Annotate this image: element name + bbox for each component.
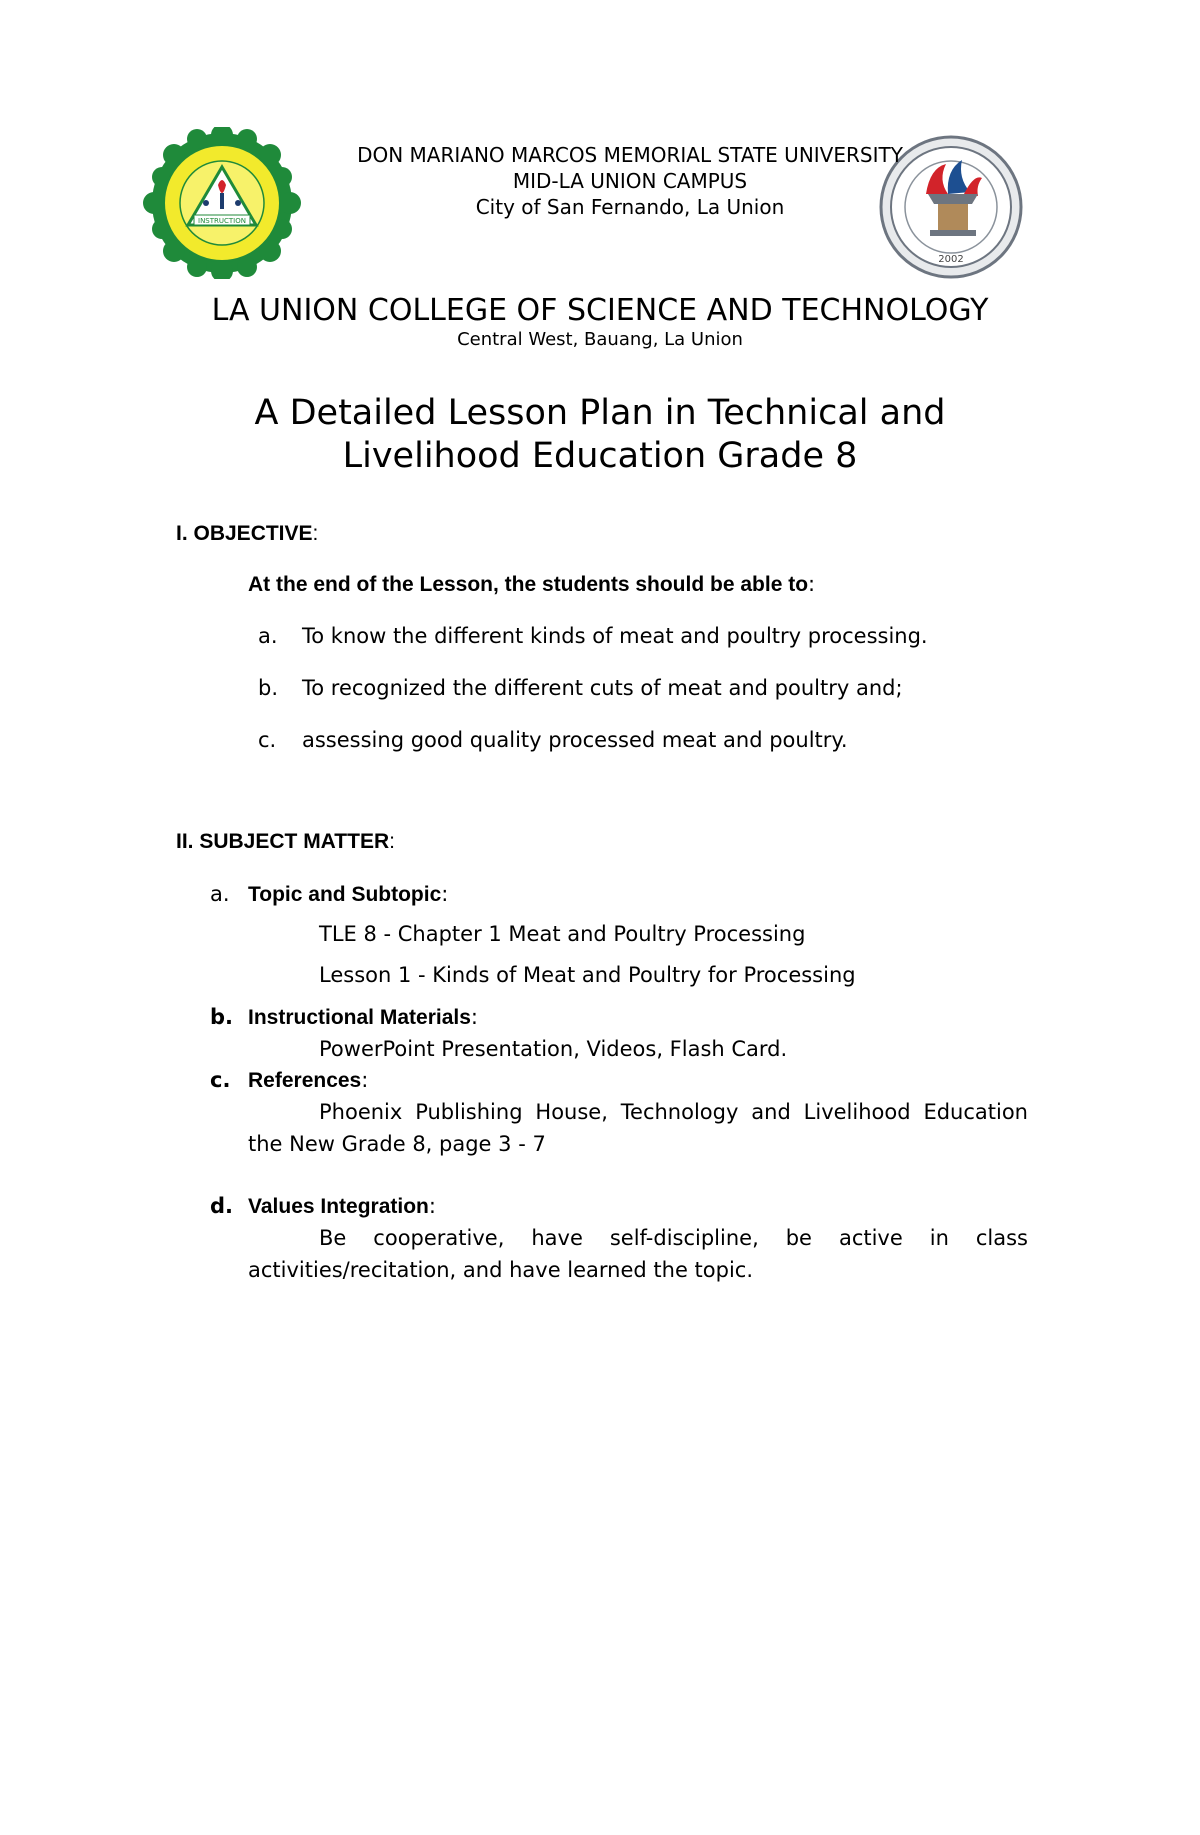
subject-matter-heading-text: II. SUBJECT MATTER: [176, 830, 390, 853]
values-label-colon: :: [428, 1194, 436, 1218]
title-line-2: Livelihood Education Grade 8: [342, 436, 858, 476]
svg-text:2002: 2002: [938, 254, 964, 265]
title-line-1: A Detailed Lesson Plan in Technical and: [254, 393, 946, 433]
materials-label: [248, 1005, 478, 1030]
values-text-content: Be cooperative, have self-discipline, be active in class activities/recitation, and have learned the topic.: [248, 1226, 1028, 1282]
objective-lead-text: At the end of the Lesson, the students should be able to: [248, 573, 809, 596]
university-name: DON MARIANO MARCOS MEMORIAL STATE UNIVERSITY: [357, 143, 903, 167]
objective-heading: [176, 522, 318, 546]
objective-item-marker: b.: [258, 676, 279, 700]
references-label: [248, 1068, 368, 1093]
objective-heading-colon: :: [312, 522, 319, 545]
topic-marker: a.: [210, 882, 230, 906]
values-text: [248, 1222, 1028, 1286]
objective-heading-text: I. OBJECTIVE: [176, 522, 313, 545]
references-label-colon: :: [361, 1068, 369, 1092]
values-label: [248, 1194, 436, 1219]
references-text: [248, 1096, 1028, 1160]
objective-item-marker: a.: [258, 624, 278, 648]
subject-matter-heading-colon: :: [389, 830, 395, 853]
objective-lead-colon: :: [808, 572, 816, 596]
topic-line-1: TLE 8 - Chapter 1 Meat and Poultry Processing: [319, 922, 806, 946]
college-location: Central West, Bauang, La Union: [457, 329, 743, 350]
values-label-text: Values Integration: [248, 1195, 429, 1218]
svg-text:INSTRUCTION: INSTRUCTION: [198, 217, 246, 225]
objective-item-text: assessing good quality processed meat and poultry.: [302, 728, 848, 752]
subject-matter-heading: [176, 830, 395, 854]
objective-lead: [248, 572, 815, 597]
references-text-content: Phoenix Publishing House, Technology and Livelihood Education the New Grade 8, page 3 - 7: [248, 1100, 1028, 1156]
materials-label-text: Instructional Materials: [248, 1006, 471, 1029]
city-name: City of San Fernando, La Union: [475, 195, 785, 219]
topic-label: [248, 882, 448, 907]
values-marker: d.: [210, 1194, 234, 1218]
objective-item-text: To know the different kinds of meat and poultry processing.: [302, 624, 928, 648]
references-marker: c.: [210, 1068, 231, 1092]
objective-item-marker: c.: [258, 728, 277, 752]
college-name: LA UNION COLLEGE OF SCIENCE AND TECHNOLOGY: [211, 293, 989, 328]
objective-item-text: To recognized the different cuts of meat and poultry and;: [302, 676, 903, 700]
materials-label-colon: :: [470, 1005, 478, 1029]
topic-label-text: Topic and Subtopic: [248, 883, 442, 906]
page-title: [150, 392, 1050, 478]
topic-label-colon: :: [441, 882, 449, 906]
references-label-text: References: [248, 1069, 362, 1092]
materials-marker: b.: [210, 1005, 234, 1029]
materials-text: PowerPoint Presentation, Videos, Flash Card.: [319, 1037, 788, 1061]
topic-line-2: Lesson 1 - Kinds of Meat and Poultry for Processing: [319, 963, 856, 987]
university-seal-logo: [142, 127, 302, 279]
campus-name: MID-LA UNION CAMPUS: [512, 169, 748, 193]
